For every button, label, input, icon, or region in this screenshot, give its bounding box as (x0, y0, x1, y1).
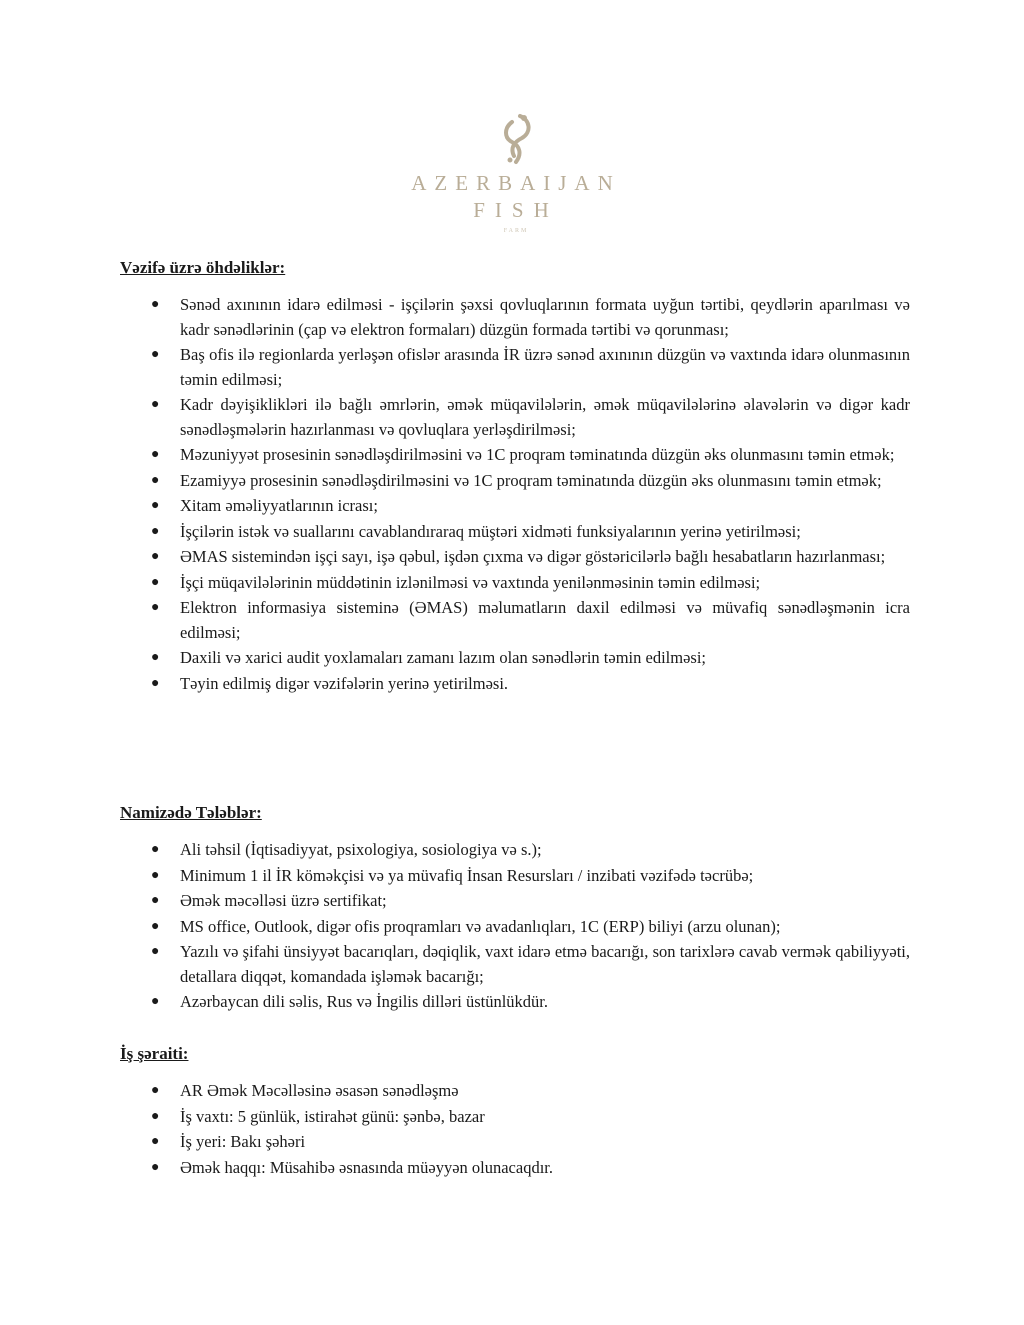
bullet-icon: ● (151, 347, 160, 362)
list-item-text: Yazılı və şifahi ünsiyyət bacarıqları, dəqiqlik, vaxt idarə etmə bacarığı, son tarixlərə cavab vermək qabiliyyəti, detallara diqqət, komandada işləmək bacarığı; (180, 942, 910, 986)
list-item (151, 343, 910, 392)
list-item (151, 494, 910, 519)
requirements-section (120, 802, 910, 1016)
fish-emblem-icon (486, 108, 546, 168)
list-item-text: Azərbaycan dili səlis, Rus və İngilis dilləri üstünlükdür. (180, 992, 548, 1011)
list-item-text: İşçilərin istək və suallarını cavablandıraraq müştəri xidməti funksiyalarının yerinə yetirilməsi; (180, 521, 801, 541)
conditions-list (120, 1079, 910, 1180)
bullet-icon: ● (151, 842, 160, 857)
list-item (151, 596, 910, 645)
list-item (151, 838, 910, 863)
list-item (151, 990, 910, 1015)
list-item (151, 1079, 910, 1104)
list-item-text: Xitam əməliyyatlarının icrası; (180, 496, 378, 515)
bullet-icon: ● (151, 447, 160, 462)
list-item (151, 545, 910, 570)
bullet-icon: ● (151, 893, 160, 908)
list-item (151, 864, 910, 889)
bullet-icon: ● (151, 574, 160, 590)
bullet-icon: ● (151, 1134, 160, 1149)
list-item (151, 293, 910, 342)
list-item (151, 571, 910, 596)
bullet-icon: ● (151, 549, 160, 564)
list-item-text: Əmək haqqı: Müsahibə əsnasında müəyyən olunacaqdır. (180, 1157, 553, 1177)
conditions-heading: İş şəraiti: (120, 1044, 189, 1063)
list-item (151, 1130, 910, 1155)
list-item-text: İşçi müqavilələrinin müddətinin izlənilməsi və vaxtında yenilənməsinin təmin edilməsi; (180, 572, 761, 592)
list-item-text: Əmək məcəlləsi üzrə sertifikat; (180, 891, 387, 910)
company-logo (380, 108, 652, 248)
duties-section (120, 257, 910, 697)
list-item-text: İş vaxtı: 5 günlük, istirahət günü: şənbə, bazar (180, 1106, 485, 1126)
bullet-icon: ● (151, 675, 160, 691)
list-item-text: AR Əmək Məcəlləsinə əsasən sənədləşmə (180, 1081, 459, 1100)
bullet-icon: ● (151, 523, 160, 539)
bullet-icon: ● (151, 918, 160, 934)
list-item-text: ƏMAS sistemindən işçi sayı, işə qəbul, işdən çıxma və digər göstəricilərlə bağlı hesabatların hazırlanması; (180, 547, 886, 566)
bullet-icon: ● (151, 1159, 160, 1175)
list-item (151, 940, 910, 989)
bullet-icon: ● (151, 650, 160, 665)
list-item-text: Sənəd axınının idarə edilməsi - işçilərin şəxsi qovluqlarının formata uyğun tərtibi, qeydlərin aparılması və kadr sənədlərinin (çap və elektron formaları) düzgün formada tərtibi və qorunması; (180, 295, 910, 339)
list-item-text: Ezamiyyə prosesinin sənədləşdirilməsini və 1C proqram təminatında düzgün əks olunmasını təmin etmək; (180, 470, 882, 490)
duties-list (120, 293, 910, 696)
bullet-icon: ● (151, 994, 160, 1009)
list-item-text: MS office, Outlook, digər ofis proqramları və avadanlıqları, 1C (ERP) biliyi (arzu olunan); (180, 916, 781, 936)
list-item-text: Kadr dəyişiklikləri ilə bağlı əmrlərin, əmək müqavilələrin, əmək müqavilələrinə əlavələrin və digər kadr sənədləşmələrin hazırlanması və qovluqlara yerləşdirilməsi; (180, 395, 910, 439)
list-item (151, 469, 910, 494)
list-item (151, 672, 910, 697)
list-item-text: Daxili və xarici audit yoxlamaları zamanı lazım olan sənədlərin təmin edilməsi; (180, 648, 706, 667)
list-item-text: Təyin edilmiş digər vəzifələrin yerinə yetirilməsi. (180, 673, 509, 693)
bullet-icon: ● (151, 472, 160, 488)
bullet-icon: ● (151, 1083, 160, 1098)
bullet-icon: ● (151, 1108, 160, 1124)
list-item-text: Məzuniyyət prosesinin sənədləşdirilməsini və 1C proqram təminatında düzgün əks olunmasını təmin etmək; (180, 445, 895, 464)
requirements-heading: Namizədə Tələblər: (120, 803, 262, 822)
requirements-list (120, 838, 910, 1015)
list-item-text: Minimum 1 il İR köməkçisi və ya müvafiq İnsan Resursları / inzibati vəzifədə təcrübə; (180, 865, 754, 885)
bullet-icon: ● (151, 867, 160, 883)
conditions-section (120, 1043, 910, 1181)
list-item-text: Elektron informasiya sisteminə (ƏMAS) məlumatların daxil edilməsi və müvafiq sənədləşmənin icra edilməsi; (180, 598, 910, 642)
list-item (151, 646, 910, 671)
list-item (151, 1105, 910, 1130)
list-item-text: İş yeri: Bakı şəhəri (180, 1132, 306, 1151)
list-item-text: Baş ofis ilə regionlarda yerləşən ofislər arasında İR üzrə sənəd axınının düzgün və vaxtında idarə olunmasının təmin edilməsi; (180, 345, 910, 389)
list-item (151, 443, 910, 468)
bullet-icon: ● (151, 498, 160, 513)
list-item (151, 915, 910, 940)
list-item (151, 1156, 910, 1181)
bullet-icon: ● (151, 944, 160, 959)
list-item (151, 889, 910, 914)
logo-text-line2: FISH (473, 198, 559, 222)
list-item-text: Ali təhsil (İqtisadiyyat, psixologiya, sosiologiya və s.); (180, 840, 542, 859)
bullet-icon: ● (151, 297, 160, 312)
logo-tagline: FARM (503, 228, 529, 234)
list-item (151, 520, 910, 545)
logo-text-line1: AZERBAIJAN (411, 171, 621, 195)
duties-heading: Vəzifə üzrə öhdəliklər: (120, 258, 286, 277)
bullet-icon: ● (151, 397, 160, 412)
bullet-icon: ● (151, 600, 160, 615)
list-item (151, 393, 910, 442)
